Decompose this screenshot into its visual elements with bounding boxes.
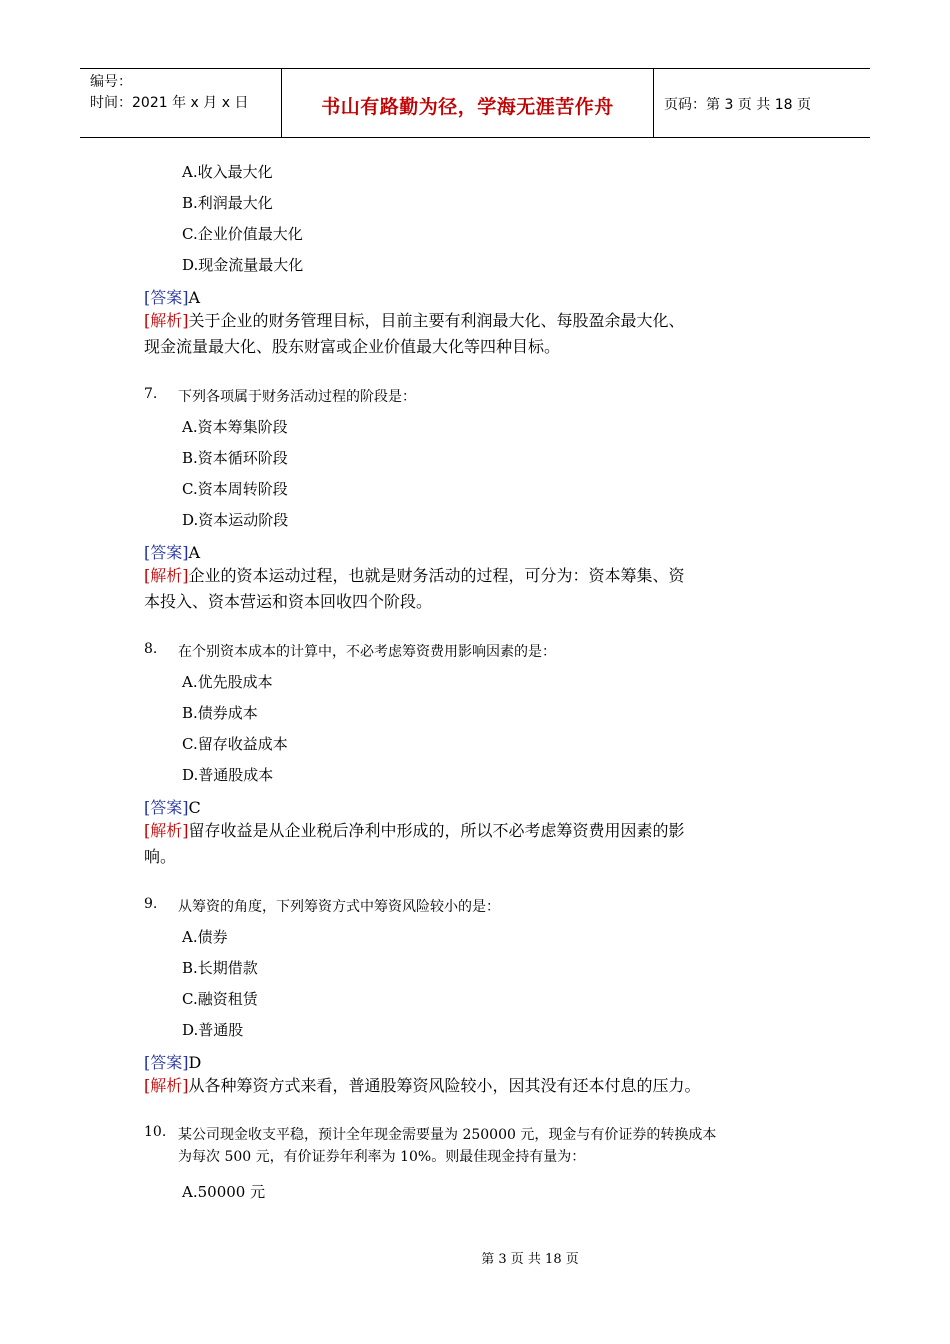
- question-number: 7.: [144, 386, 158, 402]
- q6-answer: [144, 285, 200, 308]
- question-number: 8.: [144, 641, 158, 657]
- question-text: 在个别资本成本的计算中，不必考虑筹资费用影响因素的是：: [178, 644, 556, 660]
- q9-answer: [144, 1050, 201, 1073]
- analysis-line: 从各种筹资方式来看，普通股筹资风险较小，因其没有还本付息的压力。: [188, 1076, 701, 1095]
- q6-option-c: C.企业价值最大化: [182, 225, 303, 243]
- q7-option-b: B.资本循环阶段: [182, 449, 288, 467]
- q7-option-a: A.资本筹集阶段: [182, 418, 288, 436]
- q7-option-c: C.资本周转阶段: [182, 480, 288, 498]
- q7-analysis: [144, 563, 794, 615]
- header-page-label: 页码：第 3 页 共 18 页: [664, 97, 811, 113]
- analysis-line: 关于企业的财务管理目标，目前主要有利润最大化、每股盈余最大化、: [188, 311, 685, 330]
- answer-value: C: [188, 798, 201, 817]
- analysis-line: 本投入、资本营运和资本回收四个阶段。: [144, 592, 433, 611]
- q8-option-b: B.债券成本: [182, 704, 258, 722]
- analysis-line: 留存收益是从企业税后净利中形成的，所以不必考虑筹资费用因素的影: [188, 821, 685, 840]
- q9-analysis: [144, 1073, 794, 1099]
- page-header: [80, 68, 870, 138]
- q8-option-a: A.优先股成本: [182, 673, 273, 691]
- q8-option-c: C.留存收益成本: [182, 735, 288, 753]
- analysis-line: 企业的资本运动过程，也就是财务活动的过程，可分为：资本筹集、资: [188, 566, 685, 585]
- header-motto: 书山有路勤为径，学海无涯苦作舟: [282, 69, 654, 137]
- q9-question: [144, 896, 808, 918]
- q9-option-b: B.长期借款: [182, 959, 258, 977]
- q8-analysis: [144, 818, 794, 870]
- answer-value: A: [188, 288, 201, 307]
- answer-tag: [答案]: [144, 1053, 189, 1072]
- question-number: 10.: [144, 1124, 167, 1140]
- analysis-tag: [解析]: [144, 311, 189, 330]
- question-text-line: 为每次 500 元，有价证券年利率为 10%。则最佳现金持有量为：: [178, 1149, 586, 1165]
- q8-question: [144, 641, 808, 663]
- analysis-tag: [解析]: [144, 821, 189, 840]
- answer-value: D: [188, 1053, 202, 1072]
- q6-option-b: B.利润最大化: [182, 194, 273, 212]
- answer-value: A: [188, 543, 201, 562]
- document-date-label: 时间：2021 年 x 月 x 日: [90, 95, 249, 111]
- q9-option-d: D.普通股: [182, 1021, 244, 1039]
- q7-question: [144, 386, 808, 408]
- q10-question: [144, 1124, 808, 1168]
- q6-option-a: A.收入最大化: [182, 163, 273, 181]
- q10-option-a: A.50000 元: [182, 1183, 266, 1201]
- answer-tag: [答案]: [144, 288, 189, 307]
- question-text: 下列各项属于财务活动过程的阶段是：: [178, 389, 416, 405]
- analysis-line: 响。: [144, 847, 177, 866]
- header-meta: [80, 69, 282, 137]
- q7-option-d: D.资本运动阶段: [182, 511, 289, 529]
- answer-tag: [答案]: [144, 798, 189, 817]
- answer-tag: [答案]: [144, 543, 189, 562]
- q6-analysis: [144, 308, 794, 360]
- page-footer: 第 3 页 共 18 页: [481, 1252, 579, 1267]
- question-text: [178, 1124, 808, 1168]
- q9-option-c: C.融资租赁: [182, 990, 258, 1008]
- q9-option-a: A.债券: [182, 928, 228, 946]
- q8-answer: [144, 795, 201, 818]
- q6-option-d: D.现金流量最大化: [182, 256, 304, 274]
- q7-answer: [144, 540, 200, 563]
- analysis-tag: [解析]: [144, 1076, 189, 1095]
- q8-option-d: D.普通股成本: [182, 766, 274, 784]
- question-text: 从筹资的角度，下列筹资方式中筹资风险较小的是：: [178, 899, 500, 915]
- question-text-line: 某公司现金收支平稳，预计全年现金需要量为 250000 元，现金与有价证券的转换成本: [178, 1127, 717, 1143]
- question-number: 9.: [144, 896, 158, 912]
- analysis-tag: [解析]: [144, 566, 189, 585]
- analysis-line: 现金流量最大化、股东财富或企业价值最大化等四种目标。: [144, 337, 561, 356]
- document-number-label: 编号：: [90, 74, 132, 90]
